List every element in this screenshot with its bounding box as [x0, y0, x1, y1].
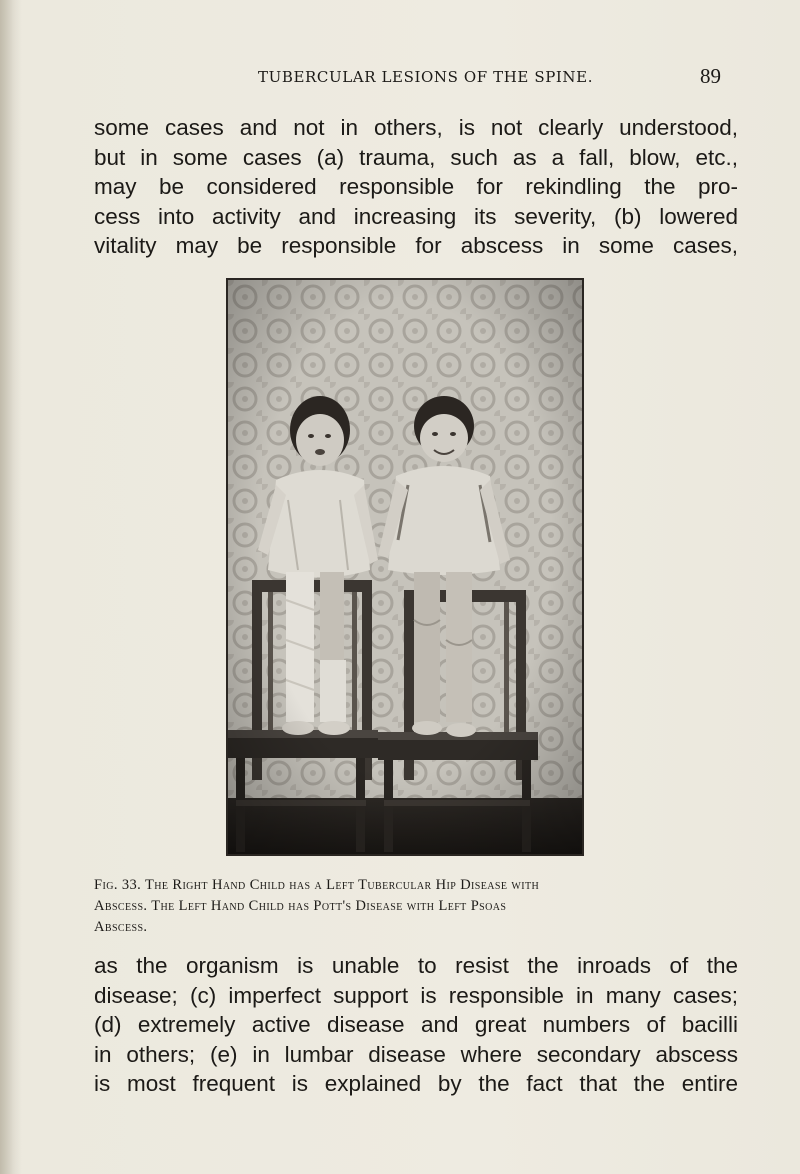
text-line: vitality may be responsible for abscess in some cases,	[94, 233, 738, 258]
text-line: (d) extremely active disease and great numbers of bacilli	[94, 1012, 738, 1037]
figure-photograph	[226, 278, 584, 856]
body-text-bottom	[94, 951, 738, 1099]
text-line: in others; (e) in lumbar disease where secondary abscess	[94, 1041, 738, 1067]
photograph-two-children	[228, 280, 582, 854]
figure-caption	[94, 875, 738, 938]
caption-line: Fig. 33. The Right Hand Child has a Left Tubercular Hip Disease with	[94, 877, 540, 893]
text-line: is most frequent is explained by the fact that the entire	[94, 1071, 738, 1096]
caption-line: Abscess.	[94, 919, 148, 935]
text-line: but in some cases (a) trauma, such as a fall, blow, etc.,	[94, 144, 738, 170]
text-line: disease; (c) imperfect support is responsible in many cases;	[94, 982, 738, 1008]
text-line: some cases and not in others, is not clearly understood,	[94, 115, 738, 140]
text-line: may be considered responsible for rekindling the pro-	[94, 174, 738, 199]
page-number: 89	[700, 64, 721, 88]
running-head	[0, 64, 800, 92]
gutter-shadow	[0, 0, 22, 1174]
text-line: as the organism is unable to resist the inroads of the	[94, 953, 738, 978]
text-line: cess into activity and increasing its severity, (b) lowered	[94, 203, 738, 229]
caption-line: Abscess. The Left Hand Child has Pott's Disease with Left Psoas	[94, 898, 507, 914]
running-title: TUBERCULAR LESIONS OF THE SPINE.	[258, 68, 594, 86]
body-text-top	[94, 113, 738, 261]
